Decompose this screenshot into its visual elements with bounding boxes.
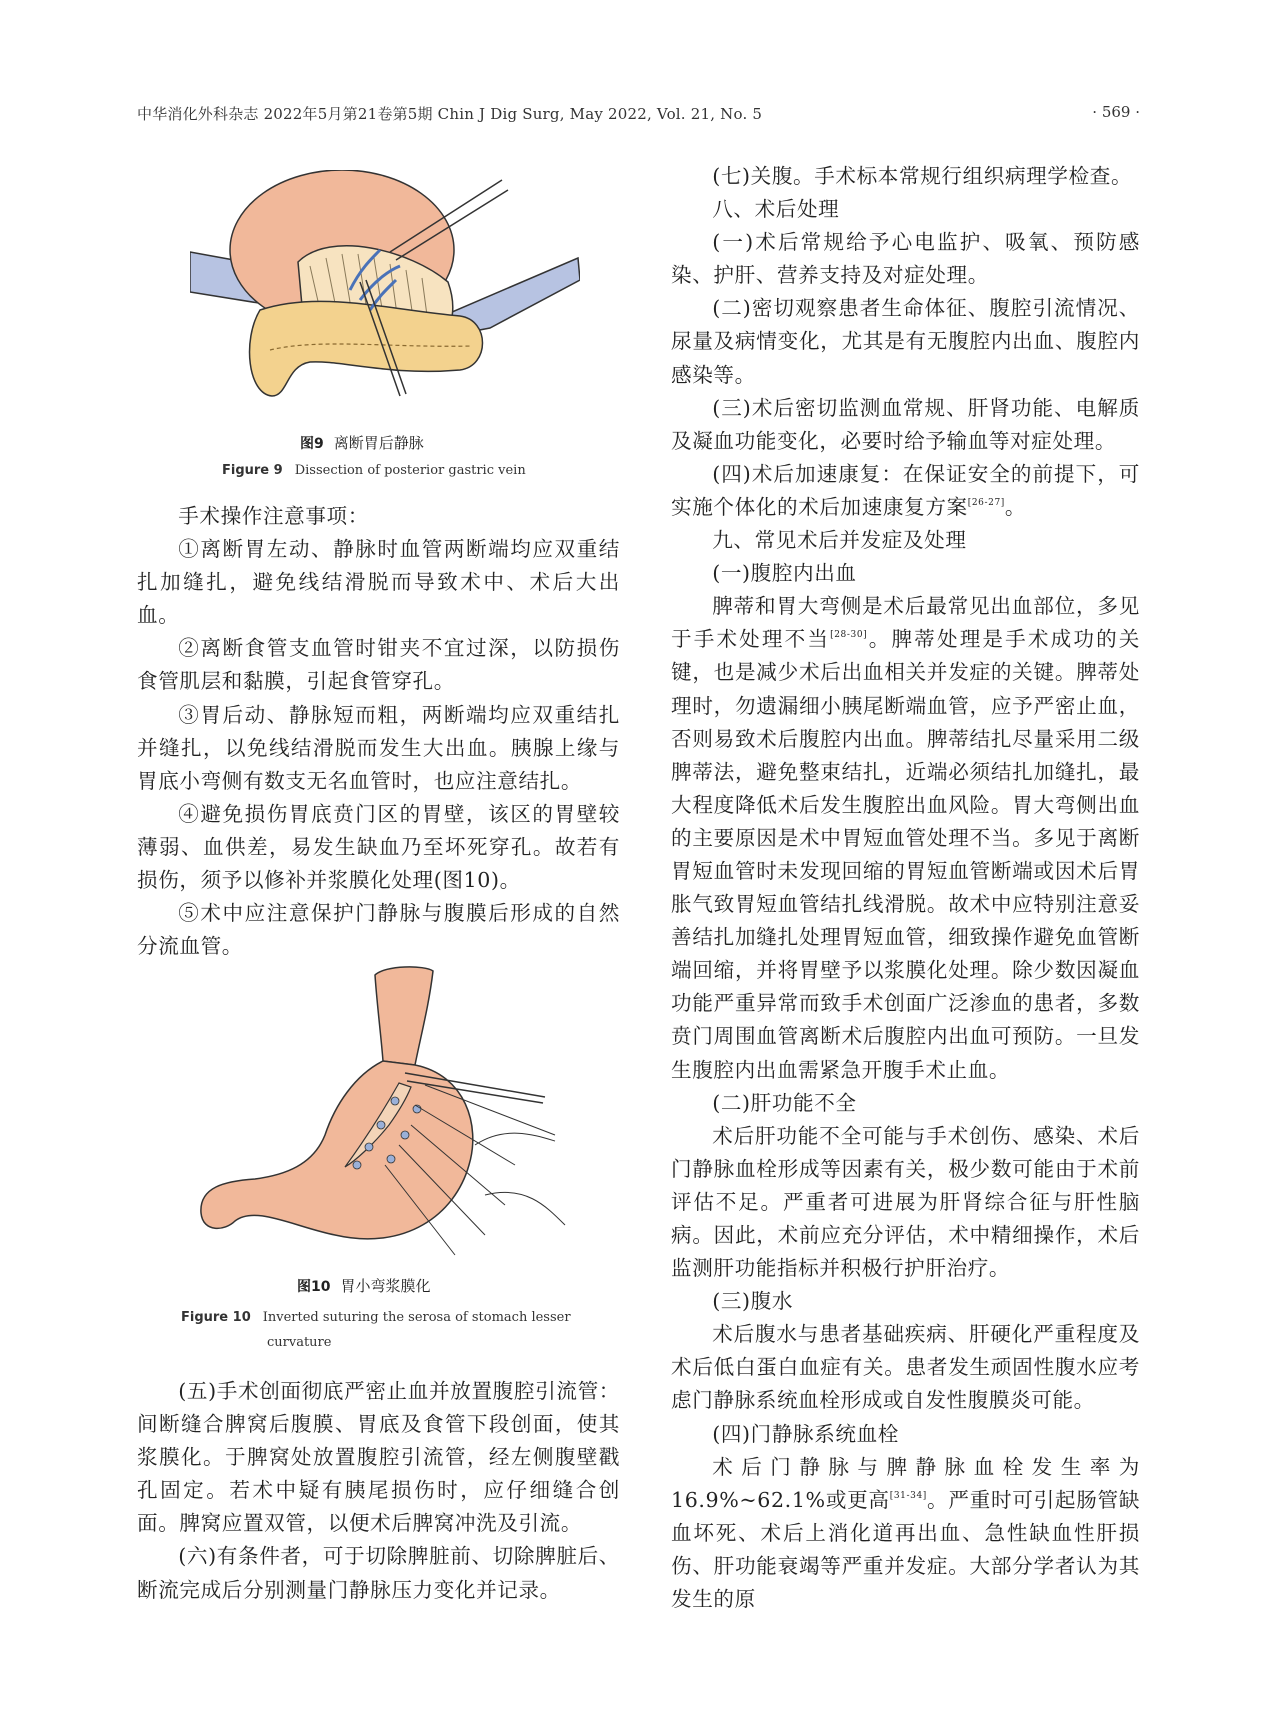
note-1: ①离断胃左动、静脉时血管两断端均应双重结扎加缝扎，避免线结滑脱而导致术中、术后大出血。 <box>137 537 620 628</box>
postop-1: (一)术后常规给予心电监护、吸氧、预防感染、护肝、营养支持及对症处理。 <box>671 230 1140 288</box>
citation-31-34: [31-34] <box>889 1490 927 1501</box>
figure-9-caption-en <box>222 463 526 478</box>
figure-10-illustration <box>185 965 575 1270</box>
figure-10-label-cn: 图10 <box>297 1279 331 1295</box>
notes-heading: 手术操作注意事项： <box>178 504 369 528</box>
liver-paragraph: 术后肝功能不全可能与手术创伤、感染、术后门静脉血栓形成等因素有关，极少数可能由于术前评估不足。严重者可进展为肝肾综合征与肝性脑病。因此，术前应充分评估，术中精细操作，术后监测肝功能指标并积极行护肝治疗。 <box>671 1123 1140 1281</box>
figure-10-caption-en <box>181 1305 581 1355</box>
ascites-paragraph: 术后腹水与患者基础疾病、肝硬化严重程度及术后低白蛋白血症有关。患者发生顽固性腹水应考虑门静脉系统血栓形成或自发性腹膜炎可能。 <box>671 1322 1140 1413</box>
thrombosis-paragraph: 术后门静脉与脾静脉血栓发生率为16.9%~62.1%或更高[31-34]。严重时可引起肠管缺血坏死、术后上消化道再出血、急性缺血性肝损伤、肝功能衰竭等严重并发症。大部分学者认为其发生的原 <box>671 1454 1141 1612</box>
step-5: (五)手术创面彻底严密止血并放置腹腔引流管：间断缝合脾窝后腹膜、胃底及食管下段创面，使其浆膜化。于脾窝处放置腹腔引流管，经左侧腹壁戳孔固定。若术中疑有胰尾损伤时，应仔细缝合创面。脾窝应置双管，以便术后脾窝冲洗及引流。 <box>137 1379 620 1536</box>
figure-10-label-en: Figure 10 <box>181 1310 251 1325</box>
subsection-liver: (二)肝功能不全 <box>712 1090 857 1115</box>
note-3: ③胃后动、静脉短而粗，两断端均应双重结扎并缝扎，以免线结滑脱而发生大出血。胰腺上缘与胃底小弯侧有数支无名血管时，也应注意结扎。 <box>137 702 620 793</box>
running-header <box>137 101 1140 127</box>
figure-10-title-en-line1: Inverted suturing the serosa of stomach lesser <box>262 1310 571 1325</box>
subsection-thrombosis: (四)门静脉系统血栓 <box>712 1421 900 1446</box>
right-column <box>671 160 1140 1616</box>
left-column-lower <box>137 1375 620 1607</box>
citation-26-27: [26-27] <box>967 497 1005 508</box>
step-6: (六)有条件者，可于切除脾脏前、切除脾脏后、断流完成后分别测量门静脉压力变化并记录。 <box>137 1544 620 1602</box>
figure-10-title-cn: 胃小弯浆膜化 <box>340 1277 431 1295</box>
note-4: ④避免损伤胃底贲门区的胃壁，该区的胃壁较薄弱、血供差，易发生缺血乃至坏死穿孔。故若有损伤，须予以修补并浆膜化处理(图10)。 <box>137 801 620 893</box>
postop-2: (二)密切观察患者生命体征、腹腔引流情况、尿量及病情变化，尤其是有无腹腔内出血、腹腔内感染等。 <box>671 296 1140 387</box>
citation-28-30: [28-30] <box>830 630 868 641</box>
bleeding-paragraph: 脾蒂和胃大弯侧是术后最常见出血部位，多见于手术处理不当[28-30]。脾蒂处理是手术成功的关键，也是减少术后出血相关并发症的关键。脾蒂处理时，勿遗漏细小胰尾断端血管，应予严密止血，否则易致术后腹腔内出血。脾蒂结扎尽量采用二级脾蒂法，避免整束结扎，近端必须结扎加缝扎，最大程度降低术后发生腹腔出血风险。胃大弯侧出血的主要原因是术中胃短血管处理不当。多见于离断胃短血管时未发现回缩的胃短血管断端或因术后胃胀气致胃短血管结扎线滑脱。故术中应特别注意妥善结扎加缝扎处理胃短血管，细致操作避免血管断端回缩，并将胃壁予以浆膜化处理。除少数因凝血功能严重异常而致手术创面广泛渗血的患者，多数贲门周围血管离断术后腹腔内出血可预防。一旦发生腹腔内出血需紧急开腹手术止血。 <box>671 594 1140 1082</box>
journal-citation: 中华消化外科杂志 2022年5月第21卷第5期 Chin J Dig Surg, May 2022, Vol. 21, No. 5 <box>137 105 763 123</box>
figure-9-label-en: Figure 9 <box>222 463 283 478</box>
page-number: · 569 · <box>1092 103 1140 121</box>
subsection-bleeding: (一)腹腔内出血 <box>712 561 857 586</box>
figure-9-label-cn: 图9 <box>300 436 324 452</box>
note-5: ⑤术中应注意保护门静脉与腹膜后形成的自然分流血管。 <box>137 901 620 959</box>
figure-10-caption-cn <box>297 1275 431 1296</box>
section-9-heading: 九、常见术后并发症及处理 <box>712 528 967 553</box>
figure-9-title-cn: 离断胃后静脉 <box>333 434 424 452</box>
figure-9-title-en: Dissection of posterior gastric vein <box>294 463 526 478</box>
postop-3: (三)术后密切监测血常规、肝肾功能、电解质及凝血功能变化，必要时给予输血等对症处理。 <box>671 395 1140 453</box>
step-7: (七)关腹。手术标本常规行组织病理学检查。 <box>712 164 1133 188</box>
left-column-upper <box>137 500 620 963</box>
subsection-ascites: (三)腹水 <box>712 1289 794 1314</box>
figure-9-illustration <box>190 170 580 420</box>
figure-9-caption-cn <box>300 432 424 453</box>
figure-10-title-en-line2: curvature <box>267 1335 332 1350</box>
postop-4: (四)术后加速康复：在保证安全的前提下，可实施个体化的术后加速康复方案[26-27]。 <box>671 461 1140 519</box>
section-8-heading: 八、术后处理 <box>712 197 840 222</box>
note-2: ②离断食管支血管时钳夹不宜过深，以防损伤食管肌层和黏膜，引起食管穿孔。 <box>137 636 620 694</box>
